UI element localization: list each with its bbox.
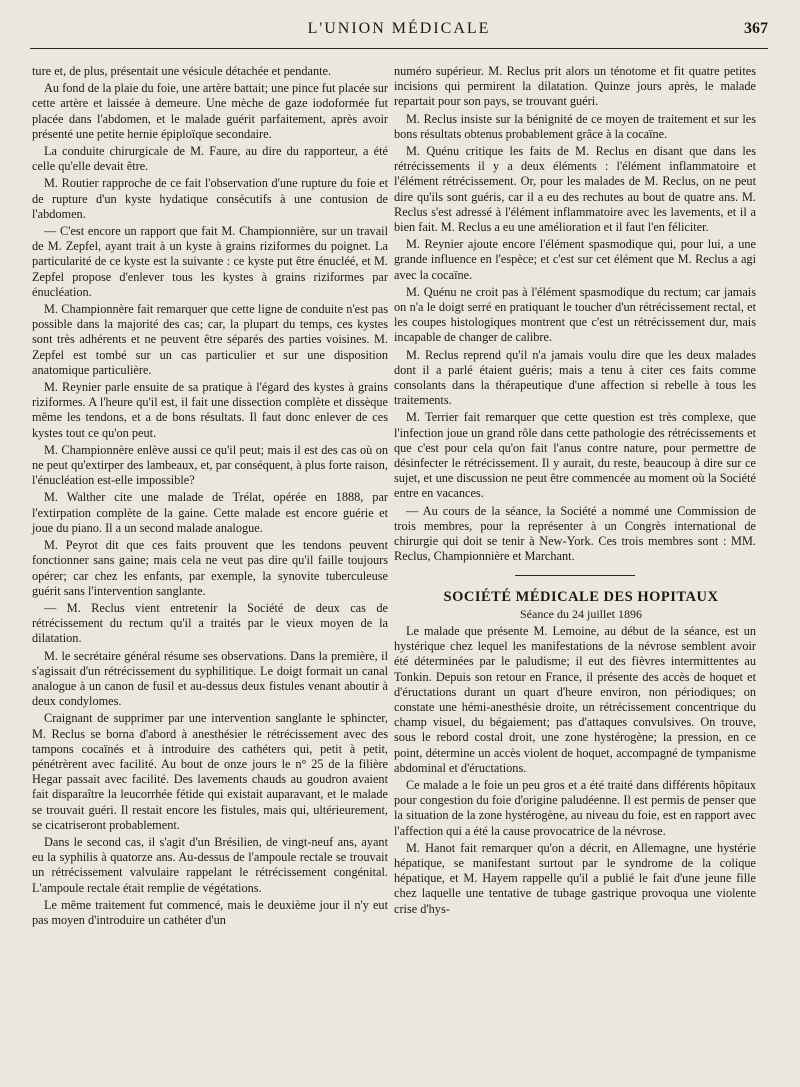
paragraph: — Au cours de la séance, la Société a nommé une Commission de trois membres, pour la représenter à un Congrès international de chirurgie qui doit se tenir à New-York. Ces trois membres sont : MM. Reclus, Championnière et Marchant.: [394, 503, 756, 564]
paragraph: — C'est encore un rapport que fait M. Championnière, sur un travail de M. Zepfel, ayant trait à un kyste à grains riziformes du poignet. La particularité de ce kyste est la suivante : ce kyste put être énucléé, et M. Zepfel propose d'enlever tous les kystes à grains riziformes par énucléation.: [32, 224, 388, 299]
paragraph: — M. Reclus vient entretenir la Société de deux cas de rétrécissement du rectum qu'il a traités par le vieux moyen de la dilatation.: [32, 600, 388, 646]
paragraph: M. Hanot fait remarquer qu'on a décrit, en Allemagne, une hystérie hépatique, se manifestant surtout par le syndrome de la colique hépatique, et M. Hayem rappelle qu'il a publié le fait d'une jeune fille chez laquelle une tentative de tubage gastrique provoqua une violente crise d'hys-: [394, 840, 756, 916]
paragraph: Craignant de supprimer par une intervention sanglante le sphincter, M. Reclus se borna d'abord à anesthésier le rétrécissement avec des tampons cocaïnés et à introduire des cathéters qui, petit à petit, pénétrèrent avec facilité. Au bout de onze jours le n° 25 de la filière Hegar passait avec facilité. Des lavements chauds au goudron avaient fait disparaître la leucorrhée fétide qui existait auparavant, et le malade se trouvait guéri. Il restait encore les fistules, mais qui, ultérieurement, se cicatriseront probablement.: [32, 711, 388, 832]
session-date: Séance du 24 juillet 1896: [520, 606, 642, 621]
paragraph: M. le secrétaire général résume ses observations. Dans la première, il s'agissait d'un rétrécissement du syphilitique. Le doigt formait un canal analogue à un canon de fusil et au-dessus deux fistules venant aboutir à deux condylomes.: [32, 648, 388, 709]
paragraph: M. Quénu ne croit pas à l'élément spasmodique du rectum; car jamais on n'a le doigt serré en pratiquant le toucher d'un rétrécissement rectal, et les coupes histologiques montrent que c'est un rétrécissement dur, mais incapable de changer de calibre.: [394, 284, 756, 345]
paragraph: Le même traitement fut commencé, mais le deuxième jour il n'y eut pas moyen d'introduire un cathéter d'un: [32, 897, 388, 927]
right-column: [394, 64, 756, 919]
section-divider: [515, 575, 635, 576]
paragraph: numéro supérieur. M. Reclus prit alors un ténotome et fit quatre petites incisions qui permirent la dilatation. Quinze jours après, le malade repartait pour son pays, se trouvant guéri.: [394, 64, 756, 109]
paragraph: M. Peyrot dit que ces faits prouvent que les tendons peuvent fonctionner sans gaine; mais cela ne veut pas dire qu'il faille toujours opérer; car chez les enfants, par exemple, la synovite tuberculeuse guérit sans l'intervention sanglante.: [32, 538, 388, 598]
paragraph: M. Championnère enlève aussi ce qu'il peut; mais il est des cas où on ne peut qu'extirper des lambeaux, et, par conséquent, à plus forte raison, l'énucléation est-elle impossible?: [32, 442, 388, 488]
paragraph: M. Terrier fait remarquer que cette question est très complexe, que l'infection joue un grand rôle dans cette pathologie des rétrécissements et que c'est pour cela qu'on fait l'anus contre nature, pour permettre de désinfecter le rétrécissement. Il y aurait, du reste, beaucoup à dire sur ce sujet, et une discussion ne peut être commencée au moment où la Société entre en vacances.: [394, 410, 756, 501]
paragraph: Ce malade a le foie un peu gros et a été traité dans différents hôpitaux pour congestion du foie d'origine paludéenne. Il est permis de penser que la situation de la zone hystérogène, au niveau du foie, est en rapport avec l'affection qui a été la cause provocatrice de la névrose.: [394, 777, 756, 838]
paragraph: M. Reynier parle ensuite de sa pratique à l'égard des kystes à grains riziformes. A l'heure qu'il est, il fait une dissection complète et dissèque même les tendons, et a de bons résultats. Il faut donc enlever de ces kystes tout ce qu'on peut.: [32, 380, 388, 440]
running-head: [30, 20, 768, 44]
paragraph: M. Championnère fait remarquer que cette ligne de conduite n'est pas possible dans la majorité des cas; car, la plupart du temps, ces kystes sont très adhérents et ne peuvent être séparés des parties voisines. M. Zepfel est tombé sur un cas particulier et sur une disposition anatomique particulière.: [32, 302, 388, 377]
paragraph: Le malade que présente M. Lemoine, au début de la séance, est un hystérique chez lequel les manifestations de la névrose semblent avoir été déterminées par le paludisme; il eut des fièvres intermittentes au Tonkin. Depuis son retour en France, il présente des accès de hoquet et d'éructations durant un quart d'heure environ, non périodiques; on constate une hémi-anesthésie droite, un rétrécissement concentrique du champ visuel, du bégaiement; pas d'attaques convulsives. On trouve, sous le rebord costal droit, une zone hystérogène; la pression, en ce point, détermine un accès violent de hoquet, accompagné de tympanisme abdominal et d'éructations.: [394, 623, 756, 775]
paragraph: M. Quénu critique les faits de M. Reclus en disant que dans les rétrécissements il y a deux éléments : l'élément inflammatoire et l'élément rétrécissement. Or, pour les malades de M. Reclus, on ne peut dire qu'ils sont guéris, car il a eu des rechutes au bout de quatre ans. M. Reclus s'est adressé à l'élément inflammatoire avec les lavements, et il a bien fait. M. Reclus a eu une amélioration et il faut l'en féliciter.: [394, 144, 756, 235]
paragraph: Au fond de la plaie du foie, une artère battait; une pince fut placée sur cette artère et laissée à demeure. Une mèche de gaze iodoformée fut placée dans l'abdomen, et le malade guérit parfaitement, après avoir présenté une petite hernie épiploïque secondaire.: [32, 81, 388, 141]
left-column: [32, 64, 388, 930]
paragraph: ture et, de plus, présentait une vésicule détachée et pendante.: [32, 64, 332, 78]
journal-title: L'UNION MÉDICALE: [307, 20, 491, 37]
paragraph: M. Reclus reprend qu'il n'a jamais voulu dire que les deux malades dont il a parlé étaient guéris; mais a tenu à citer ces faits comme consolants dans la thérapeutique d'une affection si rebelle à tous les traitements.: [394, 347, 756, 408]
paragraph: M. Reclus insiste sur la bénignité de ce moyen de traitement et sur les bons résultats obtenus probablement grâce à la cocaïne.: [394, 111, 756, 141]
header-rule: [30, 48, 768, 49]
paragraph: Dans le second cas, il s'agit d'un Brésilien, de vingt-neuf ans, ayant eu la syphilis à quatorze ans. Au-dessus de l'ampoule rectale se trouvait un rétrécissement valvulaire rappelant le rétrécissement congénital. L'ampoule rectale était remplie de végétations.: [32, 834, 388, 895]
section-title: SOCIÉTÉ MÉDICALE DES HOPITAUX: [443, 588, 719, 605]
paragraph: M. Walther cite une malade de Trélat, opérée en 1888, par l'extirpation complète de la gaine. Cette malade est encore guérie et joue du piano. Il a un second malade analogue.: [32, 490, 388, 535]
paragraph: M. Routier rapproche de ce fait l'observation d'une rupture du foie et de rupture d'un kyste hydatique consécutifs à une contusion de l'abdomen.: [32, 176, 388, 221]
paragraph: M. Reynier ajoute encore l'élément spasmodique qui, pour lui, a une grande influence en l'espèce; et c'est sur cet élément que M. Reclus a agi avec la cocaïne.: [394, 237, 756, 282]
paragraph: La conduite chirurgicale de M. Faure, au dire du rapporteur, a été celle qu'elle devait être.: [32, 144, 388, 174]
page-number: 367: [744, 20, 768, 37]
